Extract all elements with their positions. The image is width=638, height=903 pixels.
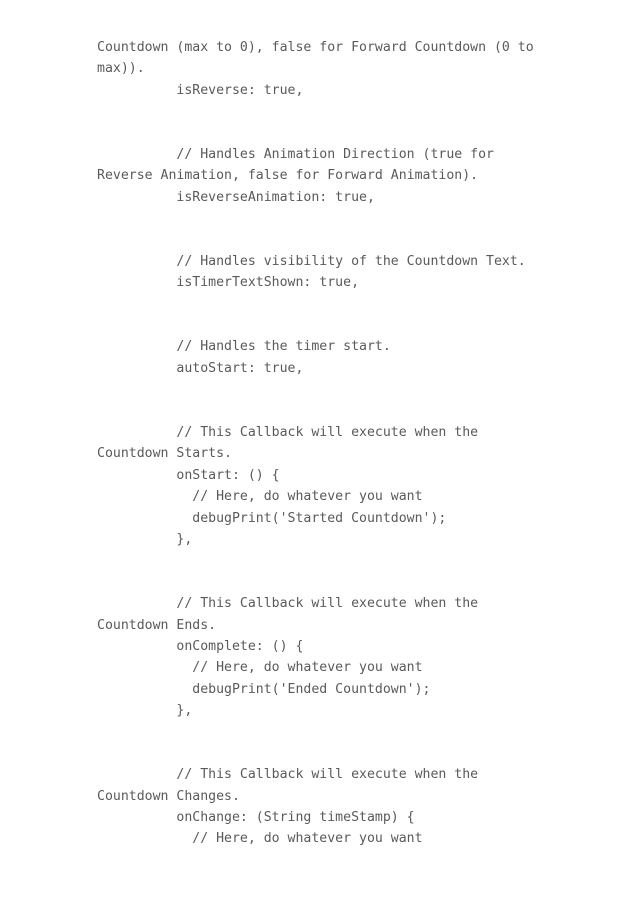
code-line: onComplete: () { xyxy=(97,638,304,654)
code-line: // Here, do whatever you want xyxy=(97,489,423,505)
code-line: Countdown Ends. xyxy=(97,617,217,633)
code-line xyxy=(97,123,617,144)
code-line: onStart: () { xyxy=(97,467,280,483)
code-line: isReverse: true, xyxy=(97,82,304,98)
code-line: onChange: (String timeStamp) { xyxy=(97,810,415,826)
code-line: debugPrint('Started Countdown'); xyxy=(97,510,447,526)
code-line: Countdown Changes. xyxy=(97,788,240,804)
code-listing xyxy=(97,37,617,850)
code-line: // This Callback will execute when the xyxy=(97,596,479,612)
code-line xyxy=(97,401,617,422)
code-line: isTimerTextShown: true, xyxy=(97,275,360,291)
code-line: // Here, do whatever you want xyxy=(97,660,423,676)
code-line: Reverse Animation, false for Forward Animation). xyxy=(97,168,479,184)
code-line xyxy=(97,230,617,251)
code-line xyxy=(97,572,617,593)
code-line xyxy=(97,550,617,571)
code-line: max)). xyxy=(97,61,145,77)
code-line xyxy=(97,743,617,764)
code-line: // Here, do whatever you want xyxy=(97,831,423,847)
code-line: // Handles visibility of the Countdown Text. xyxy=(97,253,526,269)
code-line: // Handles the timer start. xyxy=(97,339,391,355)
code-line xyxy=(97,722,617,743)
code-line: Countdown Starts. xyxy=(97,446,232,462)
code-line: // This Callback will execute when the xyxy=(97,425,479,441)
code-line: // This Callback will execute when the xyxy=(97,767,479,783)
code-line: debugPrint('Ended Countdown'); xyxy=(97,681,431,697)
code-line xyxy=(97,294,617,315)
code-line: Countdown (max to 0), false for Forward Countdown (0 to xyxy=(97,40,534,55)
code-line xyxy=(97,315,617,336)
code-line xyxy=(97,379,617,400)
code-line xyxy=(97,101,617,122)
code-line: isReverseAnimation: true, xyxy=(97,189,375,205)
code-line: // Handles Animation Direction (true for xyxy=(97,146,494,162)
code-line: }, xyxy=(97,531,193,547)
code-line xyxy=(97,208,617,229)
code-line: autoStart: true, xyxy=(97,360,304,376)
code-line: }, xyxy=(97,703,193,719)
